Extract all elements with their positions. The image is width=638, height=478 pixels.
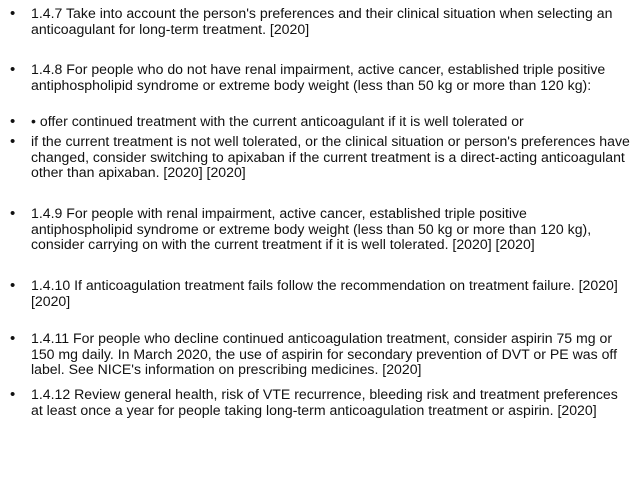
bullet-marker: • bbox=[10, 386, 16, 403]
list-item-text: 1.4.7 Take into account the person's preferences and their clinical situation when selecting an anticoagulant for long-term treatment. [2020] bbox=[31, 5, 613, 37]
bullet-marker: • bbox=[10, 61, 16, 78]
list-item-text: if the current treatment is not well tolerated, or the clinical situation or person's preferences have changed, consider switching to apixaban if the current treatment is a direct-acting anticoagulant other than apixaban. [2020] [2020] bbox=[31, 133, 630, 180]
bullet-marker: • bbox=[10, 205, 16, 222]
bullet-marker: • bbox=[10, 113, 16, 130]
list-item-text: • offer continued treatment with the current anticoagulant if it is well tolerated or bbox=[31, 113, 524, 129]
list-item-text: 1.4.11 For people who decline continued anticoagulation treatment, consider aspirin 75 mg or 150 mg daily. In March 2020, the use of aspirin for secondary prevention of DVT or PE was off label. See NICE's information on prescribing medicines. [2020] bbox=[31, 330, 617, 377]
bullet-marker: • bbox=[10, 5, 16, 22]
list-item-text: 1.4.8 For people who do not have renal impairment, active cancer, established triple positive antiphospholipid syndrome or extreme body weight (less than 50 kg or more than 120 kg): bbox=[31, 61, 606, 93]
bullet-marker: • bbox=[10, 330, 16, 347]
list-item-text: 1.4.9 For people with renal impairment, active cancer, established triple positive antiphospholipid syndrome or extreme body weight (less than 50 kg or more than 120 kg), consider carrying on with the current treatment if it is well tolerated. [2020] [2020] bbox=[31, 205, 592, 252]
list-item-text: 1.4.10 If anticoagulation treatment fails follow the recommendation on treatment failure. [2020] [2020] bbox=[31, 277, 618, 309]
list-item-text: 1.4.12 Review general health, risk of VTE recurrence, bleeding risk and treatment preferences at least once a year for people taking long-term anticoagulation treatment or aspirin. [2020] bbox=[31, 386, 618, 418]
bullet-marker: • bbox=[10, 277, 16, 294]
bullet-marker: • bbox=[10, 133, 16, 150]
